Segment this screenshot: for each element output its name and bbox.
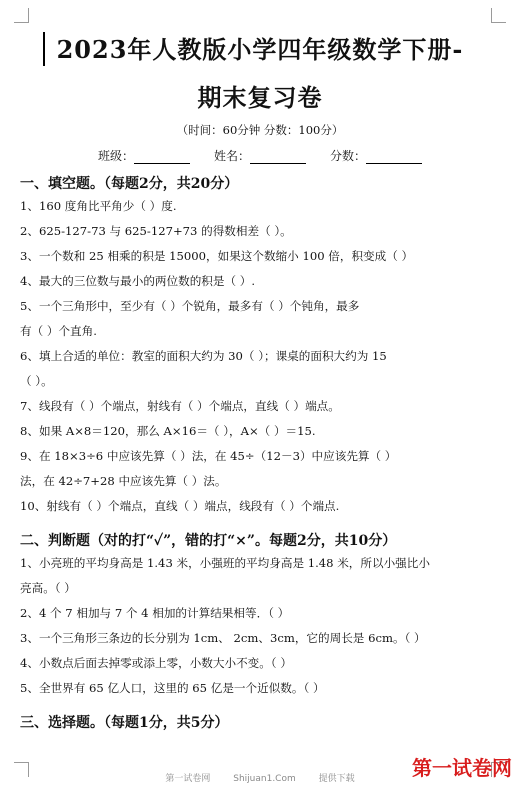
question-line: 亮高。（ ） [20,581,76,595]
question-line: 6、填上合适的单位：教室的面积大约为 30（ ）；课桌的面积大约为 15 [20,349,387,363]
question-line: 有（ ）个直角. [20,324,97,338]
time-score-info: （时间：60分钟 分数：100分） [176,123,344,137]
question-line: 3、一个三角形三条边的长分别为 1cm、 2cm、3cm，它的周长是 6cm。（ ） [20,631,426,645]
site-logo: 第一试卷网 [412,756,512,780]
crop-mark-top-right [491,8,506,23]
section-heading: 二、判断题（对的打“✓”，错的打“×”。每题2分，共10分） [20,533,397,549]
section-heading: 三、选择题。（每题1分，共5分） [20,715,229,731]
question-line: 9、在 18×3÷6 中应该先算（ ）法，在 45÷（12－3）中应该先算（ ） [20,449,397,463]
question-line: 3、一个数和 25 相乘的积是 15000，如果这个数缩小 100 倍，积变成（ ） [20,249,414,263]
question-line: 4、最大的三位数与最小的两位数的积是（ ）. [20,274,256,288]
section-heading: 一、填空题。（每题2分，共20分） [20,176,239,192]
score-blank[interactable] [366,151,422,164]
question-line: 4、小数点后面去掉零或添上零，小数大小不变。（ ） [20,656,292,670]
score-label: 分数： [330,149,367,163]
question-line: 10、射线有（ ）个端点，直线（ ）端点，线段有（ ）个端点. [20,499,340,513]
footer-left: 第一试卷网 [165,774,211,784]
question-line: 2、4 个 7 相加与 7 个 4 相加的计算结果相等．（ ） [20,606,290,620]
question-line: 5、全世界有 65 亿人口，这里的 65 亿是一个近似数。（ ） [20,681,325,695]
name-field [214,147,306,164]
name-label: 姓名： [213,149,250,163]
question-line: 7、线段有（ ）个端点，射线有（ ）个端点，直线（ ）端点。 [20,399,340,413]
class-field [98,147,190,164]
document-subtitle: 期末复习卷 [197,83,323,112]
name-blank[interactable] [250,151,306,164]
document-title: 2023年人教版小学四年级数学下册- [56,35,464,64]
score-field [330,147,422,164]
crop-mark-top-left [14,8,29,23]
question-line: 2、625-127-73 与 625-127+73 的得数相差（ ）。 [20,224,292,238]
student-info-row [0,147,520,164]
footer-center: Shijuan1.Com [233,774,296,784]
question-line: 1、160 度角比平角少（ ）度. [20,199,177,213]
class-blank[interactable] [134,151,190,164]
question-line: 法，在 42÷7+28 中应该先算（ ）法。 [20,474,227,488]
footer-right: 提供下载 [318,774,355,784]
question-line: 8、如果 A×8＝120，那么 A×16＝（ ），A×（ ）＝15. [20,424,316,438]
question-line: 5、一个三角形中，至少有（ ）个锐角，最多有（ ）个钝角，最多 [20,299,360,313]
question-line: 1、小亮班的平均身高是 1.43 米，小强班的平均身高是 1.48 米，所以小强比小 [20,556,430,570]
class-label: 班级： [97,149,134,163]
question-line: （ ）。 [20,374,53,388]
